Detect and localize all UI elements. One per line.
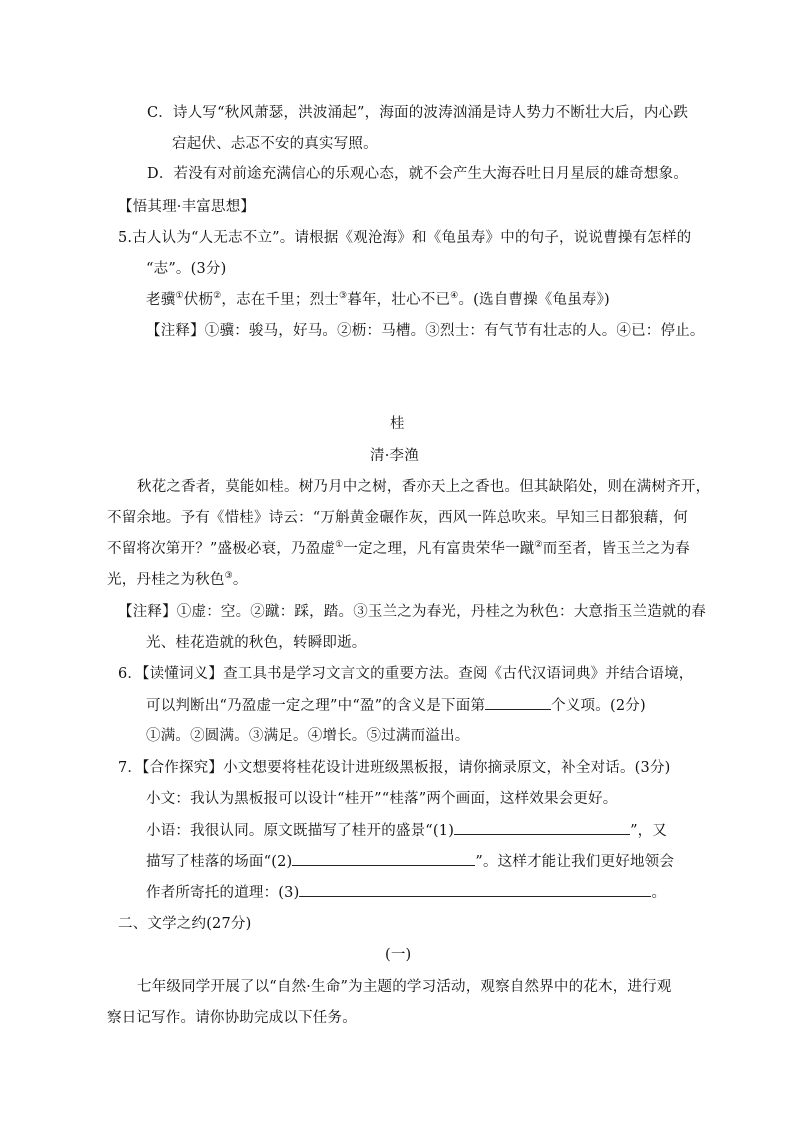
q6-prompt-line2: 可以判断出“乃盈虚一定之理”中“盈”的含义是下面第 个义项。(2分) [146,695,646,716]
q4-option-c-line1: C．诗人写“秋风萧瑟，洪波涌起”，海面的波涛汹涌是诗人势力不断壮大后，内心跌 [147,105,689,121]
q7-answer-blank-3[interactable] [299,882,651,897]
q6-prompt-line1: 6．【读懂词义】查工具书是学习文言文的重要方法。查阅《古代汉语词典》并结合语境， [118,666,694,682]
passage-annotation-line1: 【注释】①虚：空。②蹴：踩，踏。③玉兰之为春光，丹桂之为秋色：大意指玉兰造就的春 [118,604,706,620]
q7-line5: 作者所寄托的道理：(3) 。 [146,882,666,903]
q5-prompt-line2: “志”。(3分) [146,261,227,277]
section2-intro-line2: 察日记写作。请你协助完成以下任务。 [107,1010,357,1026]
section2-subheading: (一) [385,947,412,963]
passage-line1: 秋花之香者，莫能如桂。树乃月中之树，香亦天上之香也。但其缺陷处，则在满树齐开， [137,479,711,495]
q7-answer-blank-2[interactable] [292,851,475,866]
passage-line3: 不留将次第开？”盛极必衰，乃盈虚①一定之理，凡有富贵荣华一蹴②而至者，皆玉兰之为春 [107,540,690,557]
q5-prompt-line1: 5.古人认为“人无志不立”。请根据《观沧海》和《龟虽寿》中的句子，说说曹操有怎样的 [118,230,692,246]
passage-title: 桂 [390,416,405,432]
passage-annotation-line2: 光、桂花造就的秋色，转瞬即逝。 [146,635,367,651]
section-wuqili-heading: 【悟其理·丰富思想】 [118,199,256,215]
section2-heading: 二、文学之约(27分) [118,916,252,932]
q7-answer-blank-1[interactable] [454,820,630,835]
q6-options: ①满。②圆满。③满足。④增长。⑤过满而溢出。 [146,728,470,744]
passage-line4: 光，丹桂之为秋色③。 [107,571,248,588]
q7-xiaoyu-line: 小语：我很认同。原文既描写了桂开的盛景“(1) ”，又 [146,820,667,841]
section2-intro-line1: 七年级同学开展了以“自然·生命”为主题的学习活动，观察自然界中的花木，进行观 [137,979,672,995]
q5-poem-quote: 老骥①伏枥②，志在千里；烈士③暮年，壮心不已④。(选自曹操《龟虽寿》) [146,291,610,308]
q7-xiaowen-line: 小文：我认为黑板报可以设计“桂开”“桂落”两个画面，这样效果会更好。 [146,791,618,807]
q4-option-c-line2: 宕起伏、忐忑不安的真实写照。 [172,136,378,152]
q6-answer-blank[interactable] [485,695,551,710]
passage-line2: 不留余地。予有《惜桂》诗云：“万斛黄金碾作灰，西风一阵总吹来。早知三日都狼藉，何 [107,510,688,526]
q7-line4: 描写了桂落的场面“(2) ”。这样才能让我们更好地领会 [146,851,674,872]
q4-option-d: D．若没有对前途充满信心的乐观心态，就不会产生大海吞吐日月星辰的雄奇想象。 [147,166,689,182]
q7-prompt: 7．【合作探究】小文想要将桂花设计进班级黑板报，请你摘录原文，补全对话。(3分) [118,760,671,776]
passage-author: 清·李渔 [370,448,419,464]
q5-annotation: 【注释】①骥：骏马，好马。②枥：马槽。③烈士：有气节有壮志的人。④已：停止。 [146,323,705,339]
